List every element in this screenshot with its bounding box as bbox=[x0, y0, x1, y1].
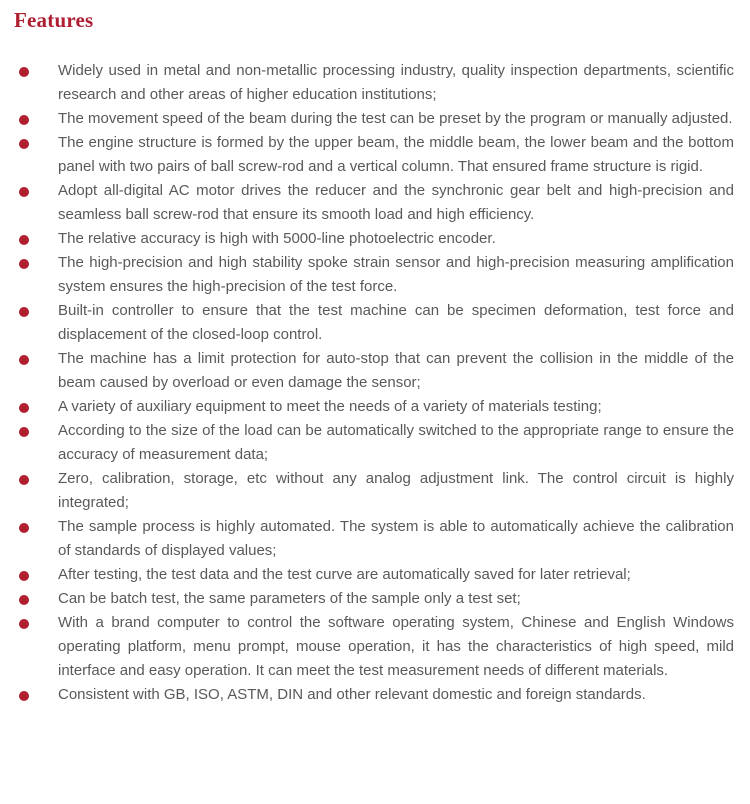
feature-item bbox=[0, 563, 750, 587]
bullet-icon bbox=[19, 355, 29, 365]
bullet-icon bbox=[19, 139, 29, 149]
bullet-icon bbox=[19, 187, 29, 197]
bullet-icon bbox=[19, 115, 29, 125]
feature-text: Can be batch test, the same parameters of the sample only a test set; bbox=[58, 590, 521, 607]
feature-text: The movement speed of the beam during the test can be preset by the program or manually adjusted. bbox=[58, 110, 733, 127]
feature-text: With a brand computer to control the software operating system, Chinese and English Windows operating platform, menu prompt, mouse operation, it has the characteristics of high speed, mild interface and easy operation. It can meet the test measurement needs of different materials. bbox=[58, 614, 734, 679]
bullet-icon bbox=[19, 427, 29, 437]
bullet-icon bbox=[19, 523, 29, 533]
feature-item bbox=[0, 467, 750, 515]
feature-item bbox=[0, 611, 750, 683]
bullet-icon bbox=[19, 307, 29, 317]
feature-item bbox=[0, 347, 750, 395]
feature-item bbox=[0, 419, 750, 467]
bullet-icon bbox=[19, 475, 29, 485]
feature-text: Built-in controller to ensure that the test machine can be specimen deformation, test force and displacement of the closed-loop control. bbox=[58, 302, 734, 343]
feature-text: Adopt all-digital AC motor drives the reducer and the synchronic gear belt and high-precision and seamless ball screw-rod that ensure its smooth load and high efficiency. bbox=[58, 182, 734, 223]
bullet-icon bbox=[19, 67, 29, 77]
feature-text: The high-precision and high stability spoke strain sensor and high-precision measuring amplification system ensures the high-precision of the test force. bbox=[58, 254, 734, 295]
features-list bbox=[0, 59, 750, 707]
feature-item bbox=[0, 251, 750, 299]
feature-text: Consistent with GB, ISO, ASTM, DIN and other relevant domestic and foreign standards. bbox=[58, 686, 646, 703]
feature-item bbox=[0, 107, 750, 131]
feature-text: Widely used in metal and non-metallic processing industry, quality inspection departments, scientific research and other areas of higher education institutions; bbox=[58, 62, 734, 103]
feature-text: The sample process is highly automated. The system is able to automatically achieve the calibration of standards of displayed values; bbox=[58, 518, 734, 559]
feature-item bbox=[0, 683, 750, 707]
bullet-icon bbox=[19, 691, 29, 701]
page-title: Features bbox=[14, 8, 94, 32]
feature-text: A variety of auxiliary equipment to meet the needs of a variety of materials testing; bbox=[58, 398, 602, 415]
feature-item bbox=[0, 179, 750, 227]
bullet-icon bbox=[19, 259, 29, 269]
feature-text: The machine has a limit protection for auto-stop that can prevent the collision in the middle of the beam caused by overload or even damage the sensor; bbox=[58, 350, 734, 391]
feature-item bbox=[0, 515, 750, 563]
feature-item bbox=[0, 131, 750, 179]
feature-text: The engine structure is formed by the upper beam, the middle beam, the lower beam and the bottom panel with two pairs of ball screw-rod and a vertical column. That ensured frame structure is rigid. bbox=[58, 134, 734, 175]
bullet-icon bbox=[19, 595, 29, 605]
feature-item bbox=[0, 299, 750, 347]
bullet-icon bbox=[19, 571, 29, 581]
bullet-icon bbox=[19, 619, 29, 629]
feature-item bbox=[0, 59, 750, 107]
bullet-icon bbox=[19, 235, 29, 245]
feature-item bbox=[0, 395, 750, 419]
feature-text: Zero, calibration, storage, etc without any analog adjustment link. The control circuit is highly integrated; bbox=[58, 470, 734, 511]
feature-item bbox=[0, 587, 750, 611]
feature-text: According to the size of the load can be automatically switched to the appropriate range to ensure the accuracy of measurement data; bbox=[58, 422, 734, 463]
bullet-icon bbox=[19, 403, 29, 413]
feature-text: After testing, the test data and the test curve are automatically saved for later retrieval; bbox=[58, 566, 631, 583]
feature-item bbox=[0, 227, 750, 251]
feature-text: The relative accuracy is high with 5000-line photoelectric encoder. bbox=[58, 230, 496, 247]
